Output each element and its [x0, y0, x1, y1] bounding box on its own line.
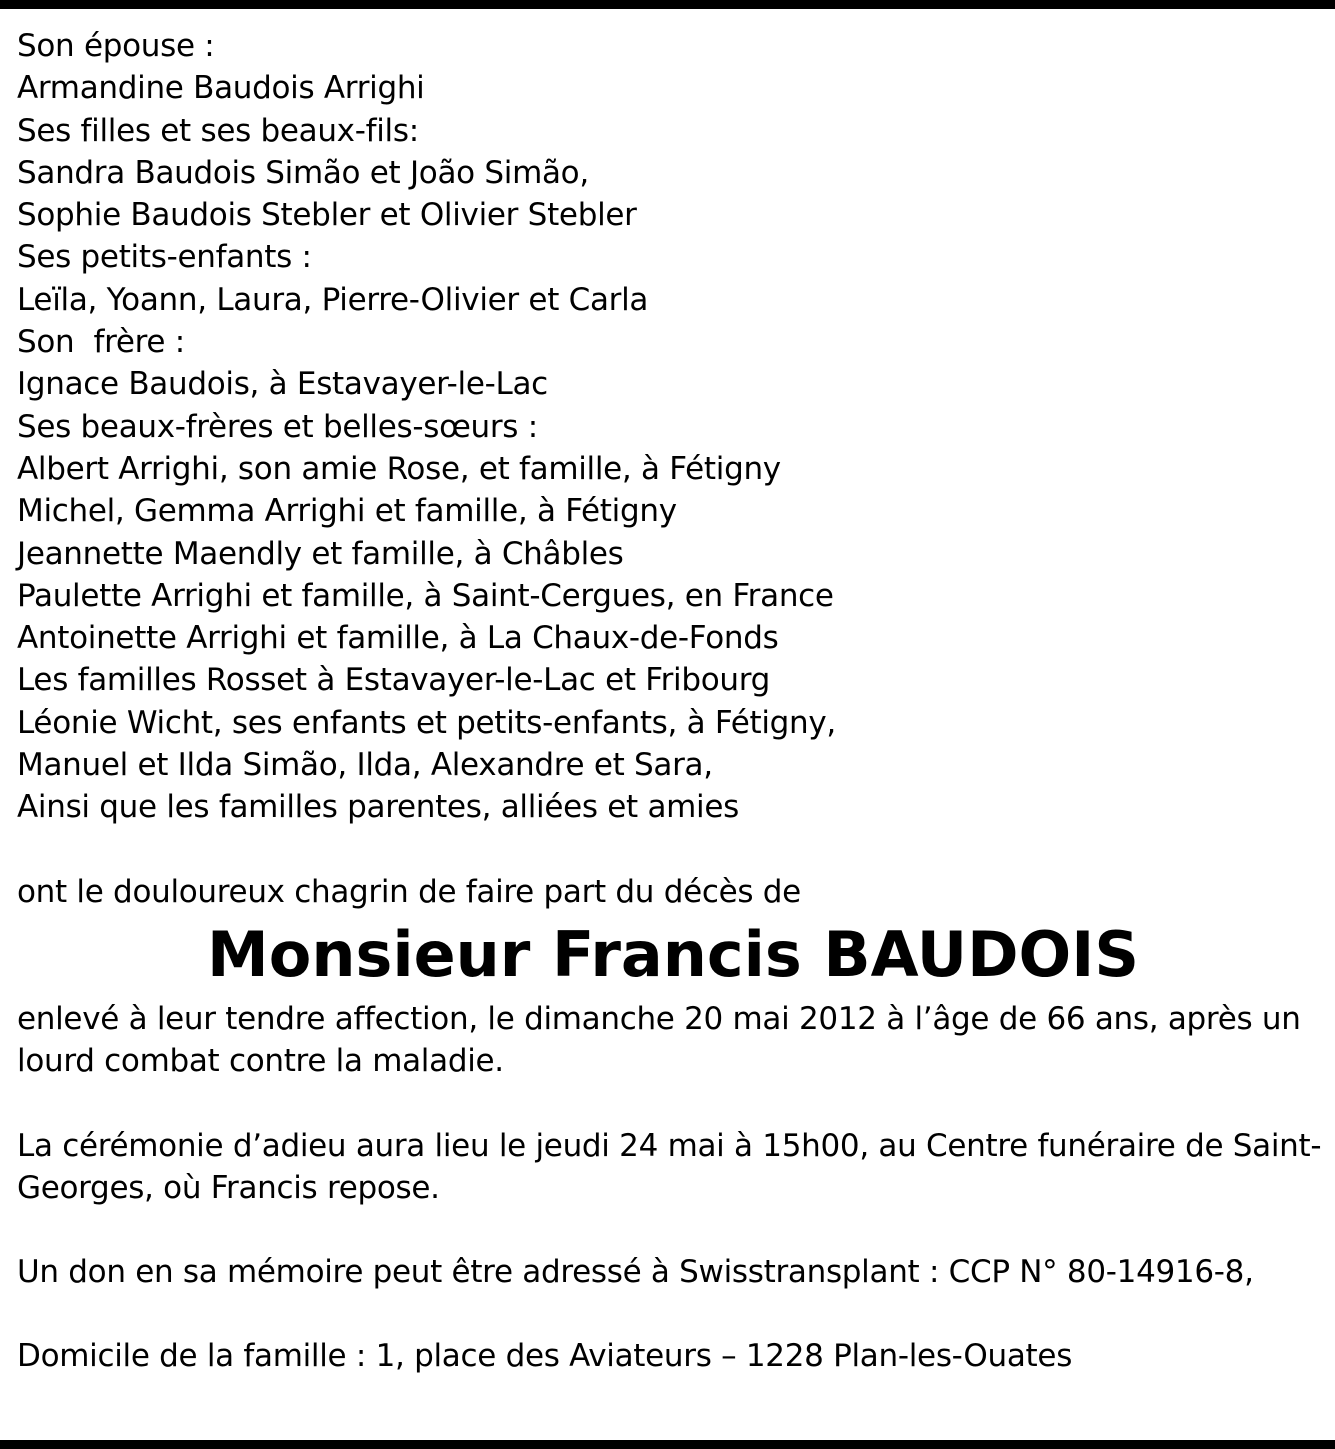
family-line: Paulette Arrighi et famille, à Saint-Cergues, en France [17, 577, 834, 614]
family-line: Antoinette Arrighi et famille, à La Chaux-de-Fonds [17, 620, 779, 657]
family-line: Son frère : [17, 324, 185, 361]
family-list [17, 25, 1329, 829]
ceremony-text: La cérémonie d’adieu aura lieu le jeudi 24 mai à 15h00, au Centre funéraire de Saint-Georges, où Francis repose. [17, 1127, 1322, 1206]
family-line: Ses petits-enfants : [17, 239, 312, 276]
family-line: Ses beaux-frères et belles-sœurs : [17, 408, 538, 445]
family-line: Ignace Baudois, à Estavayer-le-Lac [17, 366, 548, 403]
family-line: Sophie Baudois Stebler et Olivier Stebler [17, 197, 637, 234]
family-address-text: Domicile de la famille : 1, place des Aviateurs – 1228 Plan-les-Ouates [17, 1338, 1073, 1375]
family-line: Ses filles et ses beaux-fils: [17, 112, 419, 149]
family-line: Les familles Rosset à Estavayer-le-Lac et Fribourg [17, 662, 770, 699]
family-line: Jeannette Maendly et famille, à Châbles [17, 535, 624, 572]
death-notice-text: enlevé à leur tendre affection, le dimanche 20 mai 2012 à l’âge de 66 ans, après un lourd combat contre la maladie. [17, 1000, 1301, 1080]
family-line: Michel, Gemma Arrighi et famille, à Fétigny [17, 493, 677, 530]
donation-text: Un don en sa mémoire peut être adressé à Swisstransplant : CCP N° 80-14916-8, [17, 1254, 1254, 1291]
deceased-name: Monsieur Francis BAUDOIS [207, 917, 1139, 991]
family-line: Son épouse : [17, 28, 215, 64]
family-line: Ainsi que les familles parentes, alliées et amies [17, 789, 739, 826]
top-rule [0, 0, 1335, 9]
bottom-rule [0, 1440, 1335, 1449]
family-line: Leïla, Yoann, Laura, Pierre-Olivier et Carla [17, 281, 649, 318]
family-line: Armandine Baudois Arrighi [17, 70, 425, 107]
family-line: Léonie Wicht, ses enfants et petits-enfants, à Fétigny, [17, 704, 836, 741]
family-line: Albert Arrighi, son amie Rose, et famille, à Fétigny [17, 450, 781, 487]
announcement-text: ont le douloureux chagrin de faire part du décès de [17, 873, 801, 910]
obituary-notice [17, 25, 1329, 1378]
family-line: Manuel et Ilda Simão, Ilda, Alexandre et Sara, [17, 747, 713, 784]
family-line: Sandra Baudois Simão et João Simão, [17, 154, 589, 191]
